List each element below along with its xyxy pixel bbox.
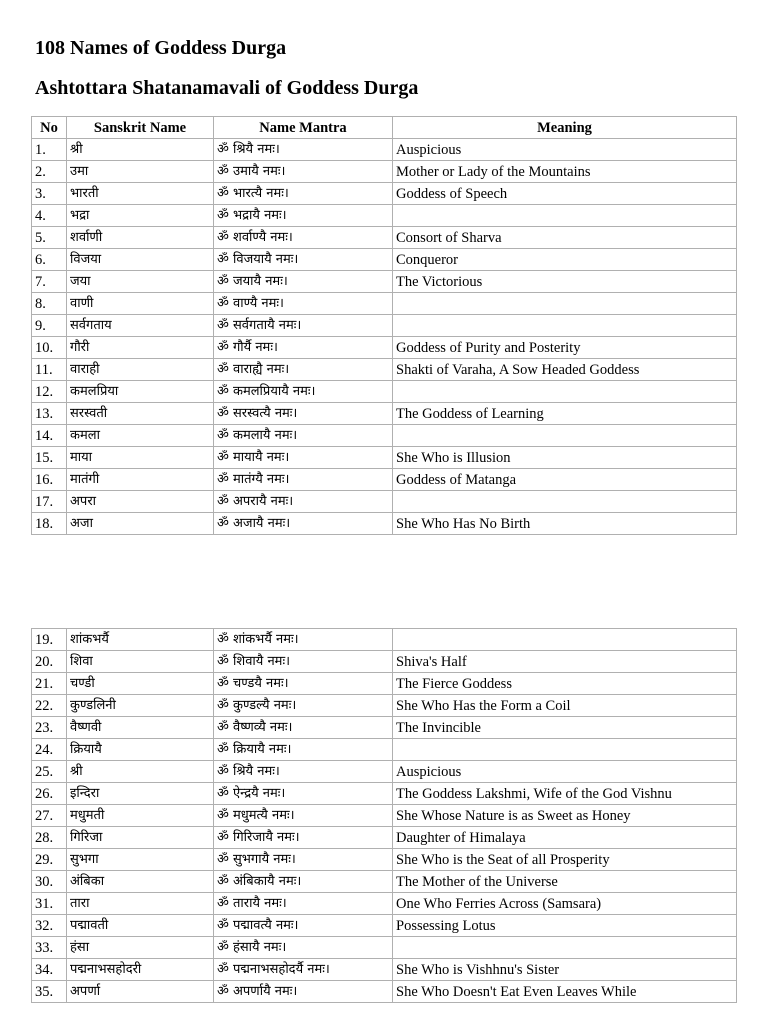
name-mantra: ॐ पद्मावत्यै नमः। [214, 915, 393, 937]
meaning [393, 205, 737, 227]
name-mantra: ॐ भारत्यै नमः। [214, 183, 393, 205]
table-row [32, 783, 737, 805]
sanskrit-name: क्रियायै [67, 739, 214, 761]
row-number: 10. [32, 337, 67, 359]
meaning: The Invincible [393, 717, 737, 739]
table-row [32, 293, 737, 315]
row-number: 16. [32, 469, 67, 491]
meaning: Mother or Lady of the Mountains [393, 161, 737, 183]
row-number: 4. [32, 205, 67, 227]
meaning: Auspicious [393, 139, 737, 161]
meaning: Shiva's Half [393, 651, 737, 673]
sanskrit-name: अपर्णा [67, 981, 214, 1003]
meaning: She Who Doesn't Eat Even Leaves While [393, 981, 737, 1003]
meaning: Goddess of Matanga [393, 469, 737, 491]
name-mantra: ॐ वैष्णव्यै नमः। [214, 717, 393, 739]
name-mantra: ॐ अंबिकायै नमः। [214, 871, 393, 893]
table-row [32, 959, 737, 981]
row-number: 26. [32, 783, 67, 805]
name-mantra: ॐ भद्रायै नमः। [214, 205, 393, 227]
name-mantra: ॐ अजायै नमः। [214, 513, 393, 535]
sanskrit-name: कमला [67, 425, 214, 447]
meaning: Auspicious [393, 761, 737, 783]
meaning: She Who is Vishhnu's Sister [393, 959, 737, 981]
row-number: 11. [32, 359, 67, 381]
meaning: She Who is the Seat of all Prosperity [393, 849, 737, 871]
table-row [32, 183, 737, 205]
row-number: 7. [32, 271, 67, 293]
table-row [32, 491, 737, 513]
name-mantra: ॐ कुण्डल्यै नमः। [214, 695, 393, 717]
meaning: The Fierce Goddess [393, 673, 737, 695]
row-number: 2. [32, 161, 67, 183]
table-row [32, 761, 737, 783]
sanskrit-name: श्री [67, 761, 214, 783]
meaning [393, 293, 737, 315]
meaning: Daughter of Himalaya [393, 827, 737, 849]
row-number: 29. [32, 849, 67, 871]
table-row [32, 827, 737, 849]
name-mantra: ॐ विजयायै नमः। [214, 249, 393, 271]
names-table-1 [31, 116, 737, 535]
sanskrit-name: चण्डी [67, 673, 214, 695]
row-number: 20. [32, 651, 67, 673]
sanskrit-name: विजया [67, 249, 214, 271]
table-row [32, 139, 737, 161]
meaning: She Who is Illusion [393, 447, 737, 469]
table-row [32, 893, 737, 915]
row-number: 19. [32, 629, 67, 651]
header-sanskrit-name: Sanskrit Name [67, 117, 214, 139]
row-number: 5. [32, 227, 67, 249]
table-row [32, 205, 737, 227]
row-number: 8. [32, 293, 67, 315]
table-row [32, 937, 737, 959]
sanskrit-name: उमा [67, 161, 214, 183]
sanskrit-name: मातंगी [67, 469, 214, 491]
name-mantra: ॐ कमलायै नमः। [214, 425, 393, 447]
name-mantra: ॐ वाराह्यै नमः। [214, 359, 393, 381]
table-row [32, 425, 737, 447]
table-row [32, 359, 737, 381]
row-number: 24. [32, 739, 67, 761]
meaning: Goddess of Speech [393, 183, 737, 205]
sanskrit-name: जया [67, 271, 214, 293]
table-row [32, 849, 737, 871]
sanskrit-name: भद्रा [67, 205, 214, 227]
meaning: The Mother of the Universe [393, 871, 737, 893]
table-row [32, 513, 737, 535]
meaning: Shakti of Varaha, A Sow Headed Goddess [393, 359, 737, 381]
table-row [32, 915, 737, 937]
sanskrit-name: माया [67, 447, 214, 469]
name-mantra: ॐ पद्मनाभसहोदर्यै नमः। [214, 959, 393, 981]
row-number: 23. [32, 717, 67, 739]
meaning: The Goddess of Learning [393, 403, 737, 425]
table-row [32, 871, 737, 893]
name-mantra: ॐ सुभगायै नमः। [214, 849, 393, 871]
row-number: 22. [32, 695, 67, 717]
name-mantra: ॐ श्रियै नमः। [214, 139, 393, 161]
table-row [32, 651, 737, 673]
name-mantra: ॐ गौर्यै नमः। [214, 337, 393, 359]
row-number: 14. [32, 425, 67, 447]
meaning: She Who Has the Form a Coil [393, 695, 737, 717]
sanskrit-name: सरस्वती [67, 403, 214, 425]
page-subtitle: Ashtottara Shatanamavali of Goddess Durga [35, 77, 419, 99]
name-mantra: ॐ मायायै नमः। [214, 447, 393, 469]
name-mantra: ॐ जयायै नमः। [214, 271, 393, 293]
name-mantra: ॐ वाण्यै नमः। [214, 293, 393, 315]
page-title: 108 Names of Goddess Durga [35, 37, 287, 59]
meaning: Possessing Lotus [393, 915, 737, 937]
name-mantra: ॐ अपर्णायै नमः। [214, 981, 393, 1003]
sanskrit-name: वाणी [67, 293, 214, 315]
sanskrit-name: भारती [67, 183, 214, 205]
meaning [393, 491, 737, 513]
table-row [32, 227, 737, 249]
sanskrit-name: अपरा [67, 491, 214, 513]
meaning [393, 425, 737, 447]
sanskrit-name: वाराही [67, 359, 214, 381]
row-number: 30. [32, 871, 67, 893]
name-mantra: ॐ सरस्वत्यै नमः। [214, 403, 393, 425]
meaning [393, 629, 737, 651]
sanskrit-name: शिवा [67, 651, 214, 673]
sanskrit-name: अंबिका [67, 871, 214, 893]
meaning: The Goddess Lakshmi, Wife of the God Vishnu [393, 783, 737, 805]
row-number: 13. [32, 403, 67, 425]
sanskrit-name: मधुमती [67, 805, 214, 827]
meaning: Consort of Sharva [393, 227, 737, 249]
name-mantra: ॐ शांकभर्यै नमः। [214, 629, 393, 651]
table-row [32, 717, 737, 739]
name-mantra: ॐ चण्डयै नमः। [214, 673, 393, 695]
name-mantra: ॐ कमलप्रियायै नमः। [214, 381, 393, 403]
name-mantra: ॐ श्रियै नमः। [214, 761, 393, 783]
sanskrit-name: शांकभर्यै [67, 629, 214, 651]
meaning: One Who Ferries Across (Samsara) [393, 893, 737, 915]
row-number: 34. [32, 959, 67, 981]
row-number: 25. [32, 761, 67, 783]
table-header-row [32, 117, 737, 139]
row-number: 31. [32, 893, 67, 915]
row-number: 1. [32, 139, 67, 161]
sanskrit-name: श्री [67, 139, 214, 161]
row-number: 32. [32, 915, 67, 937]
name-mantra: ॐ गिरिजायै नमः। [214, 827, 393, 849]
sanskrit-name: इन्दिरा [67, 783, 214, 805]
meaning: She Who Has No Birth [393, 513, 737, 535]
name-mantra: ॐ शर्वाण्यै नमः। [214, 227, 393, 249]
names-table-2 [31, 628, 737, 1003]
meaning: Goddess of Purity and Posterity [393, 337, 737, 359]
table-row [32, 739, 737, 761]
name-mantra: ॐ सर्वगतायै नमः। [214, 315, 393, 337]
meaning: Conqueror [393, 249, 737, 271]
name-mantra: ॐ तारायै नमः। [214, 893, 393, 915]
name-mantra: ॐ अपरायै नमः। [214, 491, 393, 513]
meaning [393, 315, 737, 337]
name-mantra: ॐ क्रियायै नमः। [214, 739, 393, 761]
meaning: The Victorious [393, 271, 737, 293]
meaning [393, 739, 737, 761]
table-row [32, 629, 737, 651]
meaning [393, 937, 737, 959]
name-mantra: ॐ मातंग्यै नमः। [214, 469, 393, 491]
table-row [32, 249, 737, 271]
row-number: 12. [32, 381, 67, 403]
sanskrit-name: सर्वगताय [67, 315, 214, 337]
name-mantra: ॐ शिवायै नमः। [214, 651, 393, 673]
row-number: 28. [32, 827, 67, 849]
table-row [32, 271, 737, 293]
name-mantra: ॐ हंसायै नमः। [214, 937, 393, 959]
table-row [32, 447, 737, 469]
row-number: 15. [32, 447, 67, 469]
row-number: 6. [32, 249, 67, 271]
table-row [32, 805, 737, 827]
sanskrit-name: वैष्णवी [67, 717, 214, 739]
row-number: 3. [32, 183, 67, 205]
row-number: 33. [32, 937, 67, 959]
table-row [32, 381, 737, 403]
sanskrit-name: कमलप्रिया [67, 381, 214, 403]
table-row [32, 403, 737, 425]
sanskrit-name: पद्मनाभसहोदरी [67, 959, 214, 981]
sanskrit-name: शर्वाणी [67, 227, 214, 249]
header-no: No [32, 117, 67, 139]
row-number: 18. [32, 513, 67, 535]
name-mantra: ॐ उमायै नमः। [214, 161, 393, 183]
row-number: 21. [32, 673, 67, 695]
table-row [32, 469, 737, 491]
row-number: 27. [32, 805, 67, 827]
sanskrit-name: अजा [67, 513, 214, 535]
sanskrit-name: गिरिजा [67, 827, 214, 849]
row-number: 9. [32, 315, 67, 337]
row-number: 35. [32, 981, 67, 1003]
sanskrit-name: तारा [67, 893, 214, 915]
table-row [32, 981, 737, 1003]
row-number: 17. [32, 491, 67, 513]
table-row [32, 337, 737, 359]
meaning: She Whose Nature is as Sweet as Honey [393, 805, 737, 827]
header-name-mantra: Name Mantra [214, 117, 393, 139]
table-row [32, 695, 737, 717]
header-meaning: Meaning [393, 117, 737, 139]
name-mantra: ॐ ऐन्द्रयै नमः। [214, 783, 393, 805]
table-row [32, 161, 737, 183]
sanskrit-name: सुभगा [67, 849, 214, 871]
table-row [32, 315, 737, 337]
sanskrit-name: पद्मावती [67, 915, 214, 937]
sanskrit-name: कुण्डलिनी [67, 695, 214, 717]
sanskrit-name: गौरी [67, 337, 214, 359]
sanskrit-name: हंसा [67, 937, 214, 959]
meaning [393, 381, 737, 403]
name-mantra: ॐ मधुमत्यै नमः। [214, 805, 393, 827]
table-row [32, 673, 737, 695]
